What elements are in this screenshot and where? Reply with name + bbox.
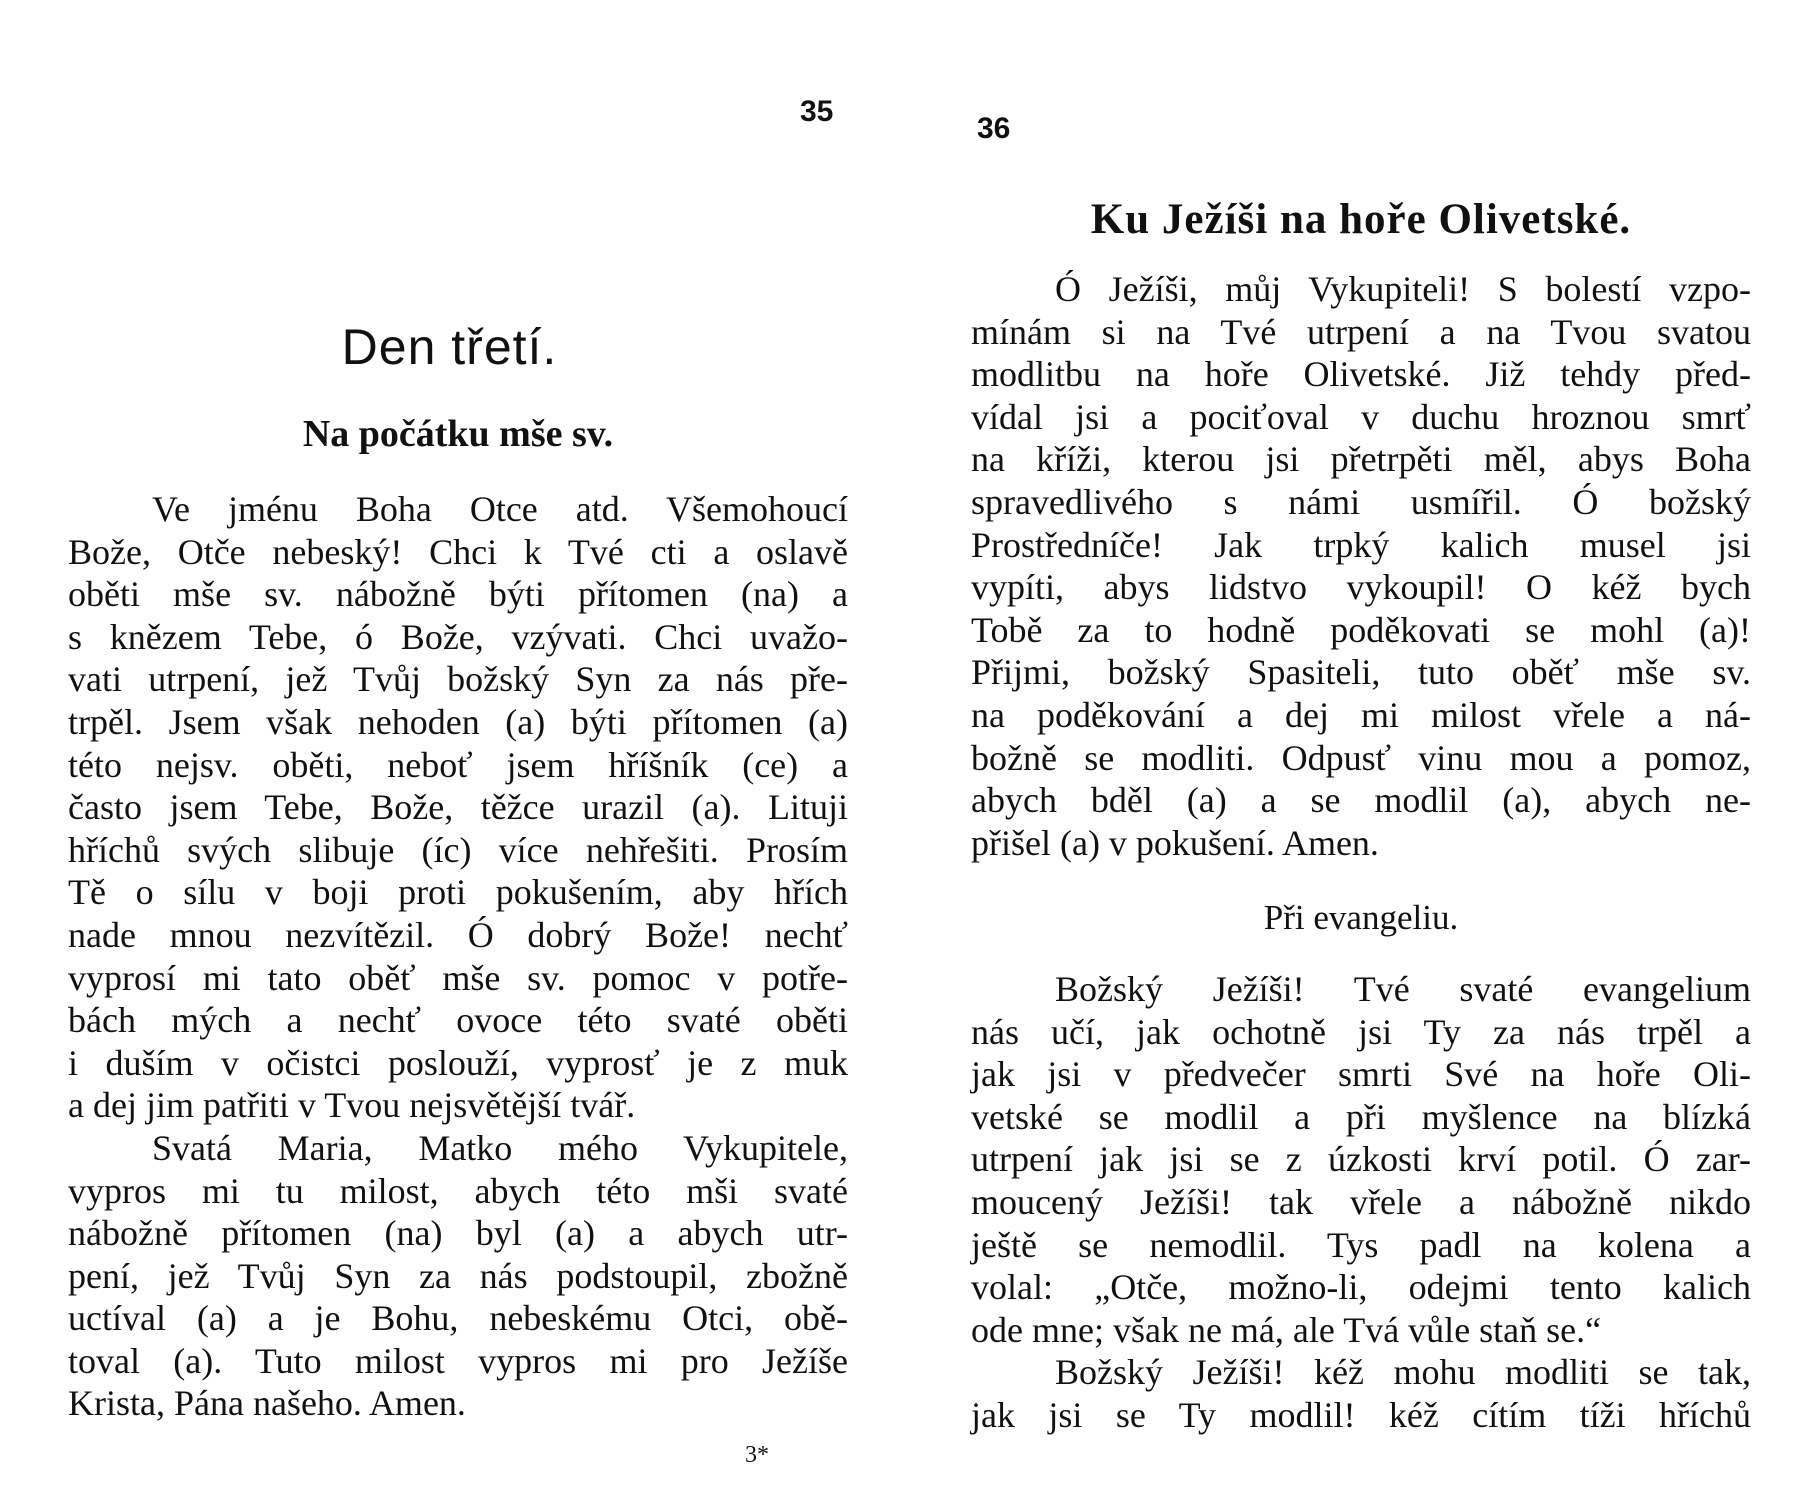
text-line: vypros mi tu milost, abych této mši svaté (68, 1170, 848, 1211)
prayer-text-mass (68, 488, 848, 1425)
text-line: Božský Ježíši! Tvé svaté evangelium (1055, 969, 1751, 1009)
text-line: oběti mše sv. nábožně býti přítomen (na) a (68, 574, 848, 615)
text-line: této nejsv. oběti, neboť jsem hříšník (ce) a (68, 744, 848, 785)
text-line: toval (a). Tuto milost vypros mi pro Ježíše (68, 1340, 848, 1381)
text-line: i duším v očistci poslouží, vyprosť je z muk (68, 1042, 848, 1083)
text-line: Přijmi, božský Spasiteli, tuto oběť mše sv. (971, 652, 1751, 693)
text-line: mínám si na Tvé utrpení a na Tvou svatou (971, 311, 1751, 352)
prayer-text-gospel (971, 968, 1751, 1437)
text-line: Tobě za to hodně poděkovati se mohl (a)! (971, 609, 1751, 650)
text-line: vyprosí mi tato oběť mše sv. pomoc v potře- (68, 957, 848, 998)
text-line: Ve jménu Boha Otce atd. Všemohoucí (152, 489, 848, 529)
text-line: ještě se nemodlil. Tys padl na kolena a (971, 1224, 1751, 1265)
page-number-right: 36 (977, 112, 1011, 145)
text-line: uctíval (a) a je Bohu, nebeskému Otci, obě- (68, 1298, 848, 1339)
text-line: přišel (a) v pokušení. Amen. (971, 822, 1379, 863)
text-line: jak jsi v předvečer smrti Své na hoře Oli- (971, 1054, 1751, 1095)
text-line: a dej jim patřiti v Tvou nejsvětější tvář. (68, 1085, 636, 1126)
text-line: Bože, Otče nebeský! Chci k Tvé cti a oslavě (68, 531, 848, 572)
text-line: pení, jež Tvůj Syn za nás podstoupil, zbožně (68, 1255, 848, 1296)
text-line: vypíti, abys lidstvo vykoupil! O kéž bych (971, 567, 1751, 608)
text-line: nábožně přítomen (na) byl (a) a abych utr- (68, 1213, 848, 1254)
text-line: vati utrpení, jež Tvůj božský Syn za nás pře- (68, 659, 848, 700)
page-number-left: 35 (800, 95, 834, 128)
section-heading-mass: Na počátku mše sv. (302, 413, 614, 455)
signature-mark: 3* (745, 1442, 769, 1468)
text-line: s knězem Tebe, ó Bože, vzývati. Chci uvažo- (68, 616, 848, 657)
section-heading-olivet: Ku Ježíši na hoře Olivetské. (1090, 196, 1632, 243)
text-line: ode mne; však ne má, ale Tvá vůle staň se.“ (971, 1309, 1602, 1350)
text-line: Svatá Maria, Matko mého Vykupitele, (152, 1127, 848, 1168)
text-line: nade mnou nezvítězil. Ó dobrý Bože! nechť (68, 914, 848, 955)
day-title: Den třetí. (341, 319, 558, 375)
text-line: Krista, Pána našeho. Amen. (68, 1383, 466, 1424)
text-line: na kříži, kterou jsi přetrpěti měl, abys Boha (971, 439, 1751, 480)
text-line: na poděkování a dej mi milost vřele a ná- (971, 694, 1751, 735)
text-line: vetské se modlil a při myšlence na blízká (971, 1096, 1751, 1137)
text-line: trpěl. Jsem však nehoden (a) býti přítomen (a) (68, 701, 848, 742)
subheading-gospel: Při evangeliu. (1263, 898, 1459, 937)
text-line: nás učí, jak ochotně jsi Ty za nás trpěl a (971, 1011, 1751, 1052)
right-page (899, 0, 1798, 1500)
text-line: modlitbu na hoře Olivetské. Již tehdy před- (971, 354, 1751, 395)
text-line: často jsem Tebe, Bože, těžce urazil (a). Lituji (68, 787, 848, 828)
text-line: spravedlivého s námi usmířil. Ó božský (971, 481, 1751, 522)
text-line: bách mých a nechť ovoce této svaté oběti (68, 1000, 848, 1041)
text-line: volal: „Otče, možno-li, odejmi tento kalich (971, 1267, 1751, 1308)
text-line: božně se modliti. Odpusť vinu mou a pomoz, (971, 737, 1751, 778)
text-line: abych bděl (a) a se modlil (a), abych ne- (971, 780, 1751, 821)
text-line: jak jsi se Ty modlil! kéž cítím tíži hříchů (971, 1394, 1751, 1435)
text-line: hříchů svých slibuje (íc) více nehřešiti. Prosím (68, 829, 848, 870)
text-line: Ó Ježíši, můj Vykupiteli! S bolestí vzpo- (1055, 269, 1751, 309)
text-line: Božský Ježíši! kéž mohu modliti se tak, (1055, 1352, 1751, 1393)
text-line: Prostředníče! Jak trpký kalich musel jsi (971, 524, 1751, 565)
prayer-text-olivet (971, 268, 1751, 864)
text-line: Tě o sílu v boji proti pokušením, aby hřích (68, 872, 848, 913)
text-line: utrpení jak jsi se z úzkosti krví potil. Ó zar- (971, 1139, 1751, 1180)
text-line: vídal jsi a pociťoval v duchu hroznou smrť (971, 396, 1751, 437)
text-line: moucený Ježíši! tak vřele a nábožně nikdo (971, 1181, 1751, 1222)
